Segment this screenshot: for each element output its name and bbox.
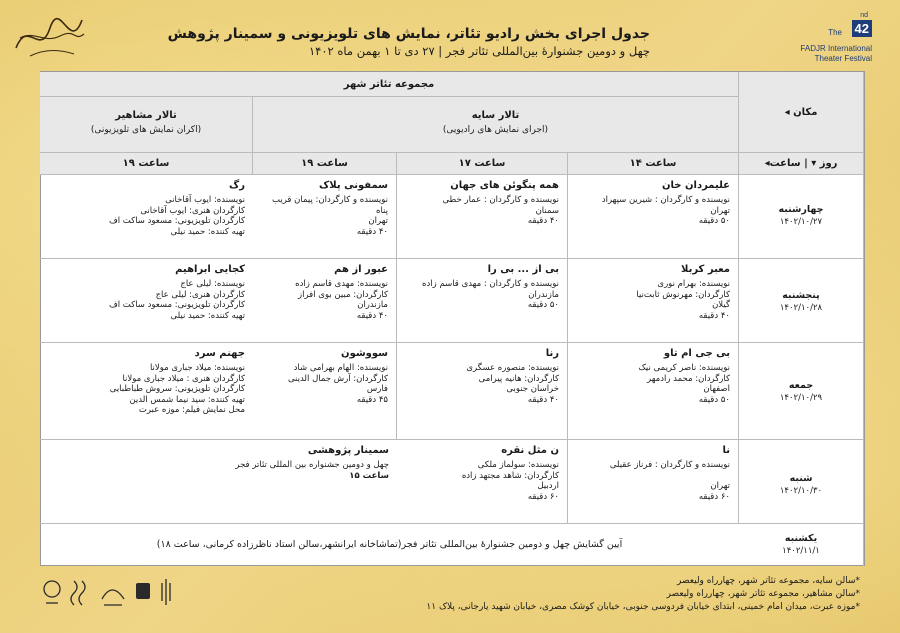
hall-saye-sub: (اجرای نمایش های رادیویی) xyxy=(442,125,549,135)
day-cell xyxy=(739,343,864,440)
seminar-time: ساعت ۱۵ xyxy=(349,470,389,481)
show-cell xyxy=(253,259,397,343)
time-header: ساعت ۱۹ xyxy=(40,153,253,175)
show-line: ۴۰ دقیقه xyxy=(698,310,730,321)
show-title: رگ xyxy=(229,180,245,191)
show-line: کارگردان تلویزیونی: مسعود ساکت اف xyxy=(108,300,245,311)
time-header: ساعت ۱۷ xyxy=(397,153,568,175)
day-date: ۱۴۰۲/۱۰/۲۷ xyxy=(779,217,823,227)
show-cell xyxy=(253,175,397,259)
show-cell xyxy=(568,343,739,440)
sponsor-logo-2 xyxy=(71,581,85,605)
show-line: ۵۰ دقیقه xyxy=(698,216,730,227)
show-line: پناه xyxy=(376,205,388,216)
show-cell xyxy=(568,259,739,343)
hall-saye-header xyxy=(253,97,739,153)
show-line: خراسان جنوبی xyxy=(506,384,559,395)
show-title: بی جی ام تاو xyxy=(663,348,730,359)
show-title: کجایی ابراهیم xyxy=(175,264,245,275)
show-line: نویسنده: بهرام نوری xyxy=(657,279,730,290)
show-line: نویسنده: ایوب آقاخانی xyxy=(165,195,245,206)
show-cell xyxy=(397,175,568,259)
show-line: نویسنده و کارگردان: پیمان قریب xyxy=(272,195,388,206)
show-line: نویسنده و کارگردان : مهدی قاسم زاده xyxy=(422,279,559,290)
show-title: جهنم سرد xyxy=(194,348,245,359)
show-line: نویسنده: ناصر کریمی نیک xyxy=(638,363,730,374)
show-line: نویسنده: الهام بهرامی شاد xyxy=(293,363,388,374)
venue-note: *سالن سایه، مجموعه تئاتر شهر، چهارراه ولیعصر xyxy=(676,576,860,586)
show-line: ۵۰ دقیقه xyxy=(698,394,730,405)
show-line: تهیه کننده: سید نیما شمس الدین xyxy=(129,394,245,405)
show-line: ۴۰ دقیقه xyxy=(527,394,559,405)
show-line: نویسنده و کارگردان : شیرین سپهراد xyxy=(601,195,730,206)
sponsor-logo-1 xyxy=(44,581,60,603)
hall-mashahir-header xyxy=(40,97,253,153)
seminar-title: سمینار پژوهشی xyxy=(307,445,389,456)
schedule-table xyxy=(40,71,865,566)
day-date: ۱۴۰۲/۱۰/۲۸ xyxy=(779,303,823,313)
venue-note: *موزه عبرت، میدان امام خمینی، ابتدای خیابان فردوسی جنوبی، خیابان کوشک مصری، خیابان شهید یارجانی، پلاک ۱۱ xyxy=(426,602,860,612)
show-line: اصفهان xyxy=(703,384,730,395)
show-line: تهران xyxy=(710,205,730,216)
show-line: سمنان xyxy=(535,205,559,216)
show-line: کارگردان: مهرنوش ثابت‌نیا xyxy=(636,289,730,300)
show-line: گیلان xyxy=(712,300,730,311)
show-title: سووشون xyxy=(341,348,388,359)
logo-ordinal: nd xyxy=(860,12,868,19)
venue-note: *سالن مشاهیر، مجموعه تئاتر شهر، چهارراه ولیعصر xyxy=(666,589,860,599)
show-line: کارگردان: آرش جمال الدینی xyxy=(287,373,388,384)
show-line: مازندران xyxy=(528,289,559,300)
show-line: ۴۰ دقیقه xyxy=(527,216,559,227)
day-date: ۱۴۰۲/۱۰/۲۹ xyxy=(779,393,823,403)
day-time-header: روز ▾ | ساعت◂ xyxy=(739,153,864,175)
sponsor-logos xyxy=(40,573,190,613)
logo-line1: FADJR International xyxy=(800,44,872,53)
time-header: ساعت ۱۹ xyxy=(253,153,397,175)
logo-number: 42 xyxy=(852,20,872,37)
fadjr-festival-logo xyxy=(772,8,882,70)
complex-header: مجموعه تئاتر شهر xyxy=(40,72,739,97)
show-line: ۴۰ دقیقه xyxy=(356,226,388,237)
show-cell xyxy=(40,259,253,343)
day-name: پنجشنبه xyxy=(782,290,820,301)
show-line: کارگردان هنری: لیلی عاج xyxy=(155,289,245,300)
day-name: یکشنبه xyxy=(784,533,818,544)
show-line: کارگردان: هانیه پیرامی xyxy=(478,373,559,384)
show-cell xyxy=(568,440,739,524)
show-line: نویسنده و کارگردان : فرناز عقیلی xyxy=(609,460,730,471)
day-cell xyxy=(739,259,864,343)
day-cell xyxy=(739,440,864,524)
show-line: فارس xyxy=(366,384,388,395)
show-line: کارگردان تلویزیونی: مسعود ساکت اف xyxy=(108,216,245,227)
show-line: نویسنده: میلاد جباری مولانا xyxy=(149,363,245,374)
show-title: علیمردان خان xyxy=(662,180,730,191)
show-line: نویسنده: لیلی عاج xyxy=(180,279,245,290)
show-line: کارگردان تلویزیونی: سروش طباطبایی xyxy=(109,384,245,395)
show-cell xyxy=(397,343,568,440)
show-line xyxy=(574,471,730,481)
show-line: نویسنده و کارگردان : عمار خطی xyxy=(442,195,559,206)
show-cell xyxy=(568,175,739,259)
venue-notes xyxy=(300,575,860,614)
festival-calligraphy-logo xyxy=(10,8,90,63)
page-title: جدول اجرای بخش رادیو تئاتر، نمایش های تلویزیونی و سمینار پژوهش xyxy=(167,26,650,42)
show-line: تهران xyxy=(368,216,388,227)
day-date: ۱۴۰۲/۱۰/۳۰ xyxy=(779,486,823,496)
show-title: عبور از هم xyxy=(334,264,388,275)
show-title: بی از ... بی را xyxy=(487,264,559,275)
show-line: مازندران xyxy=(357,300,388,311)
show-title: همه پنگوئن های جهان xyxy=(450,180,559,191)
seminar-line: چهل و دومین جشنواره بین المللی تئاتر فجر xyxy=(235,460,389,471)
day-cell xyxy=(739,175,864,259)
show-line: ۶۰ دقیقه xyxy=(698,491,730,502)
show-cell xyxy=(397,440,568,524)
show-line: نویسنده: منصوره عسگری xyxy=(466,363,559,374)
show-line: تهران xyxy=(710,481,730,492)
show-title: رنا xyxy=(545,348,559,359)
show-line: ۶۰ دقیقه xyxy=(527,491,559,502)
show-line: کارگردان: مبین بوی افراز xyxy=(298,289,388,300)
day-date: ۱۴۰۲/۱۱/۱ xyxy=(782,546,820,556)
show-cell xyxy=(40,343,253,440)
show-title: نا xyxy=(722,445,730,456)
sponsor-logo-4 xyxy=(136,583,150,599)
location-header: مکان ◂ xyxy=(739,72,864,153)
show-line: نویسنده: سولماز ملکی xyxy=(477,460,559,471)
hall-saye-name: تالار سایه xyxy=(471,110,520,121)
logo-line2: Theater Festival xyxy=(814,54,872,63)
day-name: جمعه xyxy=(788,380,814,391)
sponsor-logo-5 xyxy=(162,579,170,605)
sponsor-logo-3 xyxy=(102,590,124,605)
show-line: محل نمایش فیلم: موزه عبرت xyxy=(138,405,245,416)
page-subtitle: چهل و دومین جشنوارهٔ بین‌المللی تئاتر فجر | ۲۷ دی تا ۱ بهمن ماه ۱۴۰۲ xyxy=(309,44,650,58)
day-cell xyxy=(739,524,864,566)
show-line: کارگردان: شاهد مجتهد زاده xyxy=(461,470,559,481)
show-line: کارگردان هنری : میلاد جباری مولانا xyxy=(122,373,245,384)
hall-mashahir-name: تالار مشاهیر xyxy=(115,110,177,121)
show-cell xyxy=(253,343,397,440)
show-title: ن مثل نقره xyxy=(501,445,559,456)
show-line: ۴۰ دقیقه xyxy=(356,310,388,321)
show-line: ۵۰ دقیقه xyxy=(527,300,559,311)
seminar-cell xyxy=(40,440,397,524)
day-name: شنبه xyxy=(789,473,813,484)
show-cell xyxy=(397,259,568,343)
show-cell xyxy=(40,175,253,259)
show-line: تهیه کننده: حمید نیلی xyxy=(170,226,245,237)
show-line: تهیه کننده: حمید نیلی xyxy=(170,310,245,321)
show-title: سمفونی پلاک xyxy=(319,180,388,191)
logo-the: The xyxy=(828,28,842,37)
show-line: ۴۵ دقیقه xyxy=(356,394,388,405)
show-title: معبر کربلا xyxy=(680,264,730,275)
show-line: نویسنده: مهدی قاسم زاده xyxy=(295,279,388,290)
show-line: کارگردان: محمد رادمهر xyxy=(647,373,730,384)
hall-mashahir-sub: (اکران نمایش های تلویزیونی) xyxy=(90,125,202,135)
show-line: اردبیل xyxy=(537,481,559,492)
show-line: کارگردان هنری: ایوب آقاخانی xyxy=(140,205,245,216)
closing-ceremony: آیین گشایش چهل و دومین جشنوارهٔ بین‌المللی تئاتر فجر(تماشاخانه ایرانشهر،سالن استاد ناظرزاده کرمانی، ساعت ۱۸) xyxy=(156,539,623,550)
day-name: چهارشنبه xyxy=(778,204,824,215)
time-header: ساعت ۱۴ xyxy=(568,153,739,175)
